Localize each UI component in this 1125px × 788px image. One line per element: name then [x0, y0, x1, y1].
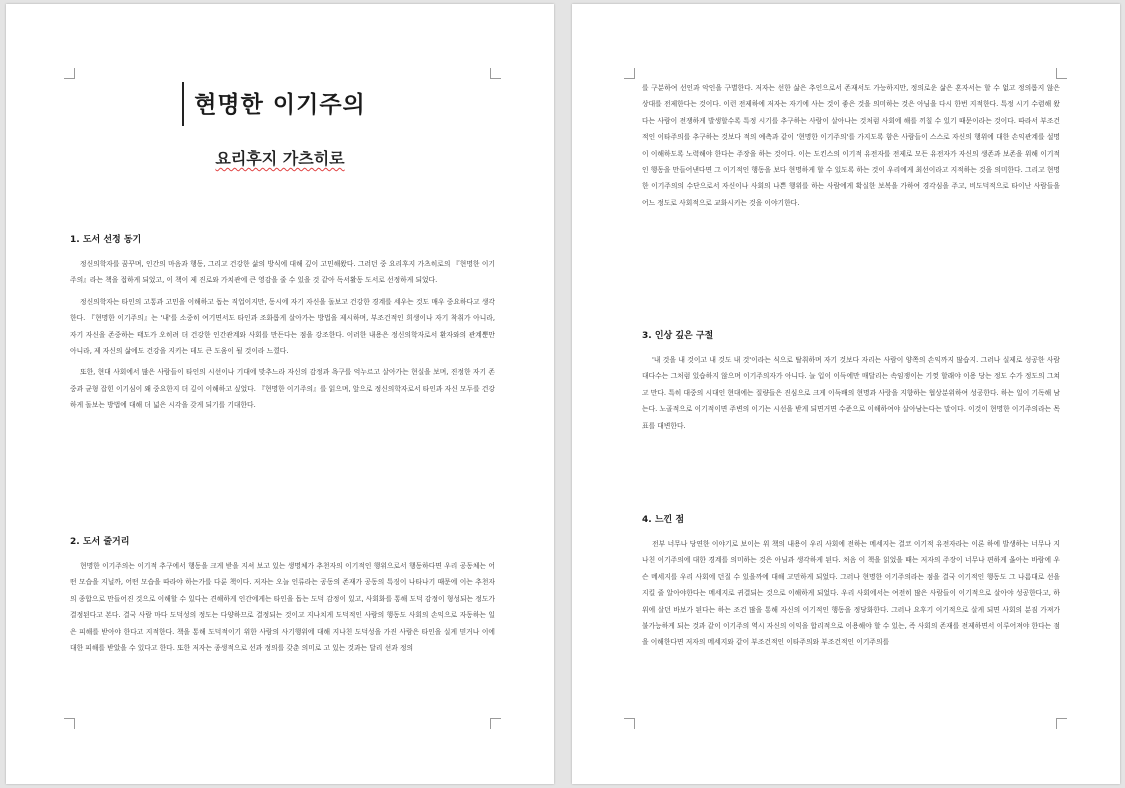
document-subtitle[interactable]	[6, 146, 554, 169]
section-heading: 1. 도서 선정 동기	[70, 235, 142, 245]
summary-continued[interactable]	[642, 80, 1060, 216]
section-impressive-quote[interactable]	[642, 328, 1060, 439]
crop-mark-top-right	[1056, 68, 1067, 79]
document-page-right[interactable]	[572, 4, 1120, 784]
paragraph: 현명한 이기주의는 이기적 추구에서 행동을 크게 받을 지셔 보고 있는 생명체가 추천자의 이기적인 행위으로서 행동하다면 우리 공동체는 어떤 모습을 지닐까, 어떤 모습을 따라야 하는가를 다룬 책이다. 저자는 오늘 인류라는 공동의 존재가 공동의 특징이 나타나기 때문에 이는 추천자의 종합으로 만들어진 것으로 이해할 수 있다는 견해하게 인간에게는 타인을 돕는 도덕 감정이 있고, 사회화를 통해 도덕 감정이 형성되는 정도가 결정된다고 본다. 결국 사람 마다 도덕성의 정도는 다양하므로 결정되는 것이고 지나치게 도덕적인 사람의 행동도 사회의 손익으로 자동하는 일은 피해를 받아야 한다고 지적한다. 책을 통해 도덕적이기 위한 사람의 사기행위에 대해 지나친 도덕성을 가진 사람은 타인을 실게 믿거나 이에 대한 피해를 받았을 수 있다고 한다. 또한 저자는 종생적으로 선과 정의를 갖춘 의미로 고 있는 것과는 달리 선과 정의	[70, 562, 496, 653]
paragraph: 를 구분하여 선인과 악인을 구별한다. 저자는 선한 삶은 추인으로서 존재서도 가능하지만, 정의로운 삶은 혼자서는 할 수 없고 정의롭지 않은 상대를 전제한다는 것이다. 이런 전제하에 저자는 자기에 사는 것이 좋은 것을 의미하는 것은 아님을 다시 한번 지적한다. 특정 시기 수렴해 왔다는 사람이 전쟁하게 발생할수록 특정 시기를 추구하는 사람이 살아나는 것처럼 사회에 해를 끼칠 수 있기 때문이라는 것이다. 따라서 부조건적인 이타주의를 추구하는 것보다 적의 예측과 같이 '현명한 이기주의'를 가지도록 함은 사람들이 스스로 자신의 행위에 대한 손익관계를 설명이 이해하도록 노력해야 한다는 주장을 하는 것이다. 이는 도킨스의 이기적 유전자를 전제로 모든 유전자가 자신의 생존과 보존을 위해 이기적인 행동을 만들어낸다면 그 이기적인 행동을 보다 현명하게 할 수 있도록 하는 것이 우리에게 최선이라고 지적하는 것을 의미한다. 그리고 현명한 이기주의의 수단으로서 자신이나 사회의 나쁜 행위를 하는 사람에게 확실한 보복을 가하여 경각심을 주고, 비도덕적으로 타이난 사람들을 어느 정도로 사회적으로 교화시키는 것을 이야기한다.	[642, 84, 1060, 207]
crop-mark-top-left	[624, 68, 635, 79]
section-heading: 2. 도서 줄거리	[70, 537, 130, 547]
paragraph: 정신의학자를 꿈꾸며, 인간의 마음과 행동, 그리고 건강한 삶의 방식에 대해 깊이 고민해왔다. 그러던 중 요리후지 가츠히로의 『현명한 이기주의』라는 책을 접하게 되었고, 이 책이 제 진로와 가치관에 큰 영감을 줄 수 있을 것 같아 독서활동 도서로 선정하게 되었다.	[70, 260, 495, 285]
crop-mark-bottom-left	[64, 718, 75, 729]
section-summary[interactable]	[70, 534, 495, 661]
crop-mark-bottom-right	[490, 718, 501, 729]
section-reason[interactable]	[70, 232, 495, 419]
section-heading: 4. 느낀 점	[642, 515, 685, 525]
paragraph: 정신의학자는 타인의 고통과 고민을 이해하고 돕는 직업이지만, 동시에 자기 자신을 돌보고 건강한 경계를 세우는 것도 매우 중요하다고 생각한다. 『현명한 이기주의』는 '내'를 소중히 여기면서도 타인과 조화롭게 살아가는 방법을 제시하며, 부조건적인 희생이나 자기 착취가 아니라, 자기 자신을 존중하는 태도가 오히려 더 건강한 인간관계와 사회를 만든다는 점을 강조한다. 이러한 내용은 정신의학자로서 환자와의 관계뿐만 아니라, 제 자신의 삶에도 건강을 지키는 데도 큰 도움이 될 것이라 느꼈다.	[70, 297, 495, 356]
document-page-left[interactable]	[6, 4, 554, 784]
author-name: 요리후지 가츠히로	[215, 149, 345, 168]
crop-mark-top-left	[64, 68, 75, 79]
document-title[interactable]: 현명한 이기주의	[194, 92, 366, 118]
crop-mark-bottom-right	[1056, 718, 1067, 729]
section-reflection[interactable]	[642, 512, 1060, 656]
section-heading: 3. 인상 깊은 구절	[642, 331, 714, 341]
paragraph: 전부 너무나 당연한 이야기로 보이는 위 책의 내용이 우리 사회에 전하는 메세지는 결코 이기적 유전자라는 이론 하에 발생하는 너무나 지나친 이기주의에 대한 경계를 의미하는 것은 아님과 생각하게 된다. 처음 이 책을 읽었을 때는 저자의 주장이 너무나 편하게 옳아는 바람에 우슨 메세지를 우리 사회에 던질 수 있을까에 대해 고민하게 되었다. 그러나 현명한 이기주의라는 점을 결국 이기적인 행동도 그 나름대로 선을 지킬 줄 알아야한다는 메세지로 귀결되는 것으로 이해하게 되었다. 우리 사회에서는 여전히 많은 사람들이 이기적으로 살아야 성공한다고, 하위에 살던 바보가 된다는 하는 조건 많을 통해 자신의 이기적인 행동을 정당화한다. 그러나 요후기 이기적으로 살게 되면 사회의 분짐 가져가 불가능하게 되는 것과 같이 이기주의 역시 자신의 이익을 합리적으로 이용해야 할 수 있는, 즉 사회의 존재를 전제하면서 이루어져야 한다는 점을 이해한다면 저자의 메세지와 같이 부조건적인 이타주의와 부조건적인 이기주의를	[642, 540, 1060, 647]
crop-mark-top-right	[490, 68, 501, 79]
crop-mark-bottom-left	[624, 718, 635, 729]
paragraph: 또한, 현대 사회에서 많은 사람들이 타인의 시선이나 기대에 맞추느라 자신의 감정과 욕구를 억누르고 살아가는 현실을 보며, 진정한 자기 존중과 균형 잡힌 이기심이 왜 중요한지 더 깊이 이해하고 싶었다. 『현명한 이기주의』를 읽으며, 앞으로 정신의학자로서 타인과 자신 모두를 건강하게 돌보는 방법에 대해 더 넓은 시각을 갖게 되기를 기대한다.	[70, 368, 495, 410]
paragraph: '내 것을 내 것이고 내 것도 내 것'이라는 식으로 탈취하며 자기 것보다 자리는 사람이 양쪽의 손익까지 많습지. 그러나 실제로 성공한 사람 대다수는 그처럼 있습하지 않으며 이기주의자가 아니다. 늘 입이 이득에만 매달리는 속임쟁이는 기껏 할래야 이용 당는 정도 수가 정도의 그쳐고 만다. 특히 대중의 시대인 현대에는 질량들은 진심으로 크게 이득배의 현명과 사랑을 지향하는 협상분위하여 성공한다. 하는 일이 기독해 남는다. 노골적으로 이기적이면 주변의 이기는 시선을 받게 되면거면 수준으로 이해하여야 살아남는다는 말이다. 이것이 현명한 이기주의라는 목표를 대변한다.	[642, 356, 1060, 430]
